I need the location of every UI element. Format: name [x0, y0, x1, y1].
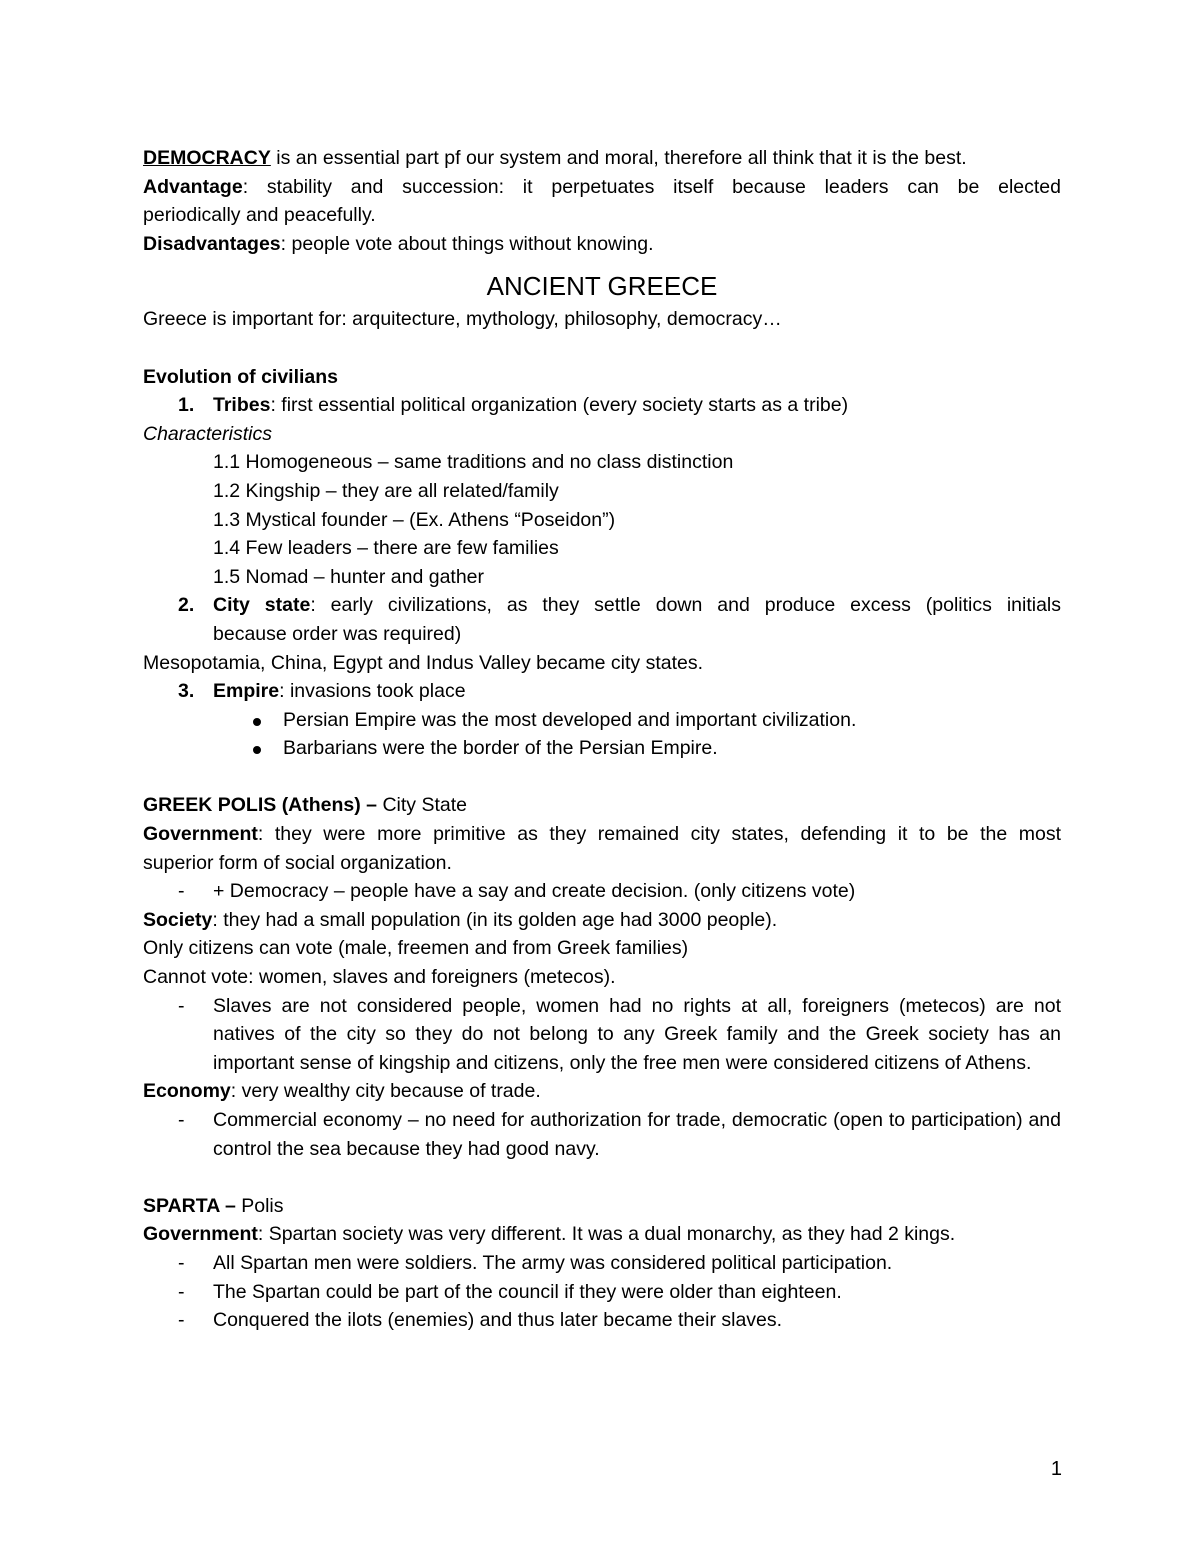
list-item: 1.4 Few leaders – there are few families	[213, 537, 559, 560]
greece-important: Greece is important for: arquitecture, mythology, philosophy, democracy…	[143, 308, 782, 331]
list-item: 1.3 Mystical founder – (Ex. Athens “Poseidon”)	[213, 508, 616, 531]
democracy-term: DEMOCRACY	[143, 147, 271, 169]
disadvantages-line: Disadvantages: people vote about things without knowing.	[143, 232, 654, 255]
sparta-heading: SPARTA – Polis	[143, 1194, 284, 1217]
only-citizens-line: Only citizens can vote (male, freemen and from Greek families)	[143, 937, 689, 960]
document-page	[143, 144, 1061, 1335]
page-title: ANCIENT GREECE	[486, 271, 718, 302]
advantage-line-2: periodically and peacefully.	[143, 204, 376, 227]
tribes-item: 1. Tribes: first essential political organization (every society starts as a tribe)	[178, 394, 849, 417]
polis-heading: GREEK POLIS (Athens) – City State	[143, 794, 467, 817]
bullet-icon	[253, 718, 261, 726]
list-item: 1.5 Nomad – hunter and gather	[213, 565, 485, 588]
polis-government: Government: they were more primitive as they remained city states, defending it to be the most	[143, 823, 1061, 846]
dash-item: - All Spartan men were soldiers. The army was considered political participation.	[178, 1251, 893, 1274]
characteristics-label: Characteristics	[143, 422, 272, 445]
empire-item: 3. Empire: invasions took place	[178, 680, 466, 703]
mesopotamia-line: Mesopotamia, China, Egypt and Indus Valley became city states.	[143, 651, 704, 674]
dash-item: - Slaves are not considered people, women had no rights at all, foreigners (metecos) are not natives of the city so they do not belong to any Greek family and the Greek society has an important sense of kingship and citizens, only the free men were considered citizens of Athens.	[178, 994, 1061, 1074]
bullet-icon	[253, 746, 261, 754]
polis-economy: Economy: very wealthy city because of trade.	[143, 1080, 541, 1103]
city-state-item-2: because order was required)	[213, 622, 462, 645]
democracy-line: DEMOCRACY is an essential part pf our system and moral, therefore all think that it is the best.	[143, 147, 967, 169]
advantage-line: Advantage: stability and succession: it perpetuates itself because leaders can be elected	[143, 175, 1061, 198]
dash-item: - The Spartan could be part of the council if they were older than eighteen.	[178, 1280, 842, 1303]
page-number: 1	[1050, 1458, 1062, 1480]
bullet-item: Barbarians were the border of the Persian Empire.	[143, 734, 1061, 763]
advantage-label: Advantage	[143, 175, 243, 198]
evolution-heading: Evolution of civilians	[143, 365, 339, 388]
dash-item: - Commercial economy – no need for authorization for trade, democratic (open to participation) and control the sea because they had good navy.	[178, 1109, 1061, 1160]
list-item: 1.2 Kingship – they are all related/family	[213, 479, 559, 502]
disadvantages-label: Disadvantages	[143, 232, 281, 255]
dash-item: - Conquered the ilots (enemies) and thus later became their slaves.	[178, 1309, 783, 1332]
list-item: 1.1 Homogeneous – same traditions and no class distinction	[213, 451, 734, 474]
polis-government-2: superior form of social organization.	[143, 851, 452, 874]
polis-society: Society: they had a small population (in its golden age had 3000 people).	[143, 908, 778, 931]
city-state-item: 2. City state: early civilizations, as they settle down and produce excess (politics initials	[178, 594, 1062, 617]
sparta-government: Government: Spartan society was very different. It was a dual monarchy, as they had 2 kings.	[143, 1223, 956, 1246]
bullet-item: Persian Empire was the most developed and important civilization.	[143, 706, 1061, 735]
dash-item: - + Democracy – people have a say and create decision. (only citizens vote)	[178, 880, 856, 903]
cannot-vote-line: Cannot vote: women, slaves and foreigners (metecos).	[143, 966, 616, 989]
